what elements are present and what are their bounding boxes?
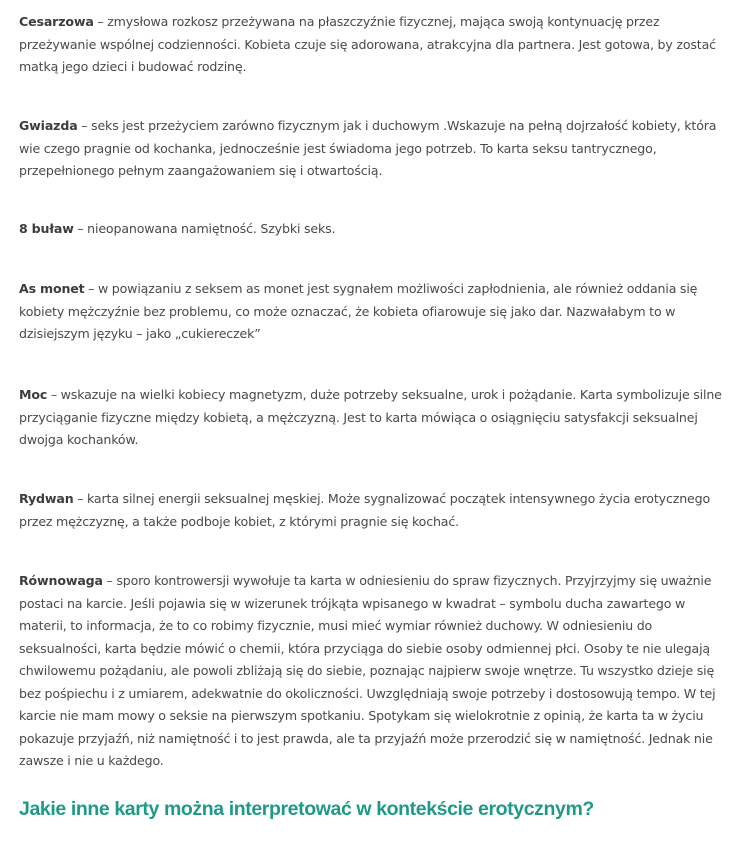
card-description-as-monet	[19, 278, 725, 346]
card-description-cesarzowa	[19, 11, 725, 79]
card-name: Równowaga	[19, 573, 103, 588]
section-heading: Jakie inne karty można interpretować w kontekście erotycznym?	[19, 798, 594, 820]
card-description-text: – nieopanowana namiętność. Szybki seks.	[73, 221, 336, 236]
card-description-text: – zmysłowa rozkosz przeżywana na płaszczyźnie fizycznej, mająca swoją kontynuację przez przeżywanie wspólnej codzienności. Kobieta czuje się adorowana, atrakcyjna dla partnera. Jest gotowa, by zostać matką jego dzieci i budować rodzinę.	[19, 14, 716, 74]
card-description-gwiazda	[19, 115, 725, 183]
card-description-text: – karta silnej energii seksualnej męskiej. Może sygnalizować początek intensywnego życia erotycznego przez mężczyznę, a także podboje kobiet, z którymi pragnie się kochać.	[19, 491, 711, 529]
card-name: Moc	[19, 387, 48, 402]
card-name: As monet	[19, 281, 85, 296]
card-name: Cesarzowa	[19, 14, 94, 29]
card-description-rownowaga	[19, 570, 725, 773]
card-description-moc	[19, 384, 725, 452]
card-name: Rydwan	[19, 491, 74, 506]
card-description-text: – w powiązaniu z seksem as monet jest sygnałem możliwości zapłodnienia, ale również oddania się kobiety mężczyźnie bez problemu, co może oznaczać, że kobieta ofiarowuje się jako dar. Nazwałabym to w dzisiejszym języku – jako „cukiereczek”	[19, 281, 698, 341]
card-description-rydwan	[19, 488, 725, 533]
card-description-text: – wskazuje na wielki kobiecy magnetyzm, duże potrzeby seksualne, urok i pożądanie. Karta symbolizuje silne przyciąganie fizyczne między kobietą, a mężczyzną. Jest to karta mówiąca o osiągnięciu satysfakcji seksualnej dwojga kochanków.	[19, 387, 722, 447]
card-name: Gwiazda	[19, 118, 78, 133]
card-description-text: – seks jest przeżyciem zarówno fizycznym jak i duchowym .Wskazuje na pełną dojrzałość kobiety, która wie czego pragnie od kochanka, jednocześnie jest świadoma jego potrzeb. To karta seksu tantrycznego, przepełnionego pełnym zaangażowaniem się i otwartością.	[19, 118, 717, 178]
card-description-text: – sporo kontrowersji wywołuje ta karta w odniesieniu do spraw fizycznych. Przyjrzyjmy się uważnie postaci na karcie. Jeśli pojawia się w wizerunek trójkąta wpisanego w kwadrat – symbolu ducha zawartego w materii, to informacja, że to co robimy fizycznie, musi mieć wymiar również duchowy. W odniesieniu do seksualności, karta będzie mówić o chemii, która przyciąga do siebie osoby odmiennej płci. Osoby te nie ulegają chwilowemu pożądaniu, ale powoli zbliżają się do siebie, poznając najpierw swoje wnętrze. Tu wszystko dzieje się bez pośpiechu i z umiarem, adekwatnie do okoliczności. Uwzględniają swoje potrzeby i dostosowują tempo. W tej karcie nie mam mowy o seksie na pierwszym spotkaniu. Spotykam się wielokrotnie z opinią, że karta ta w życiu pokazuje przyjaźń, niż namiętność i to jest prawda, ale ta przyjaźń może przerodzić się w namiętność. Jednak nie zawsze i nie u każdego.	[19, 573, 716, 768]
card-name: 8 buław	[19, 221, 74, 236]
card-description-8-bulaw	[19, 218, 725, 241]
